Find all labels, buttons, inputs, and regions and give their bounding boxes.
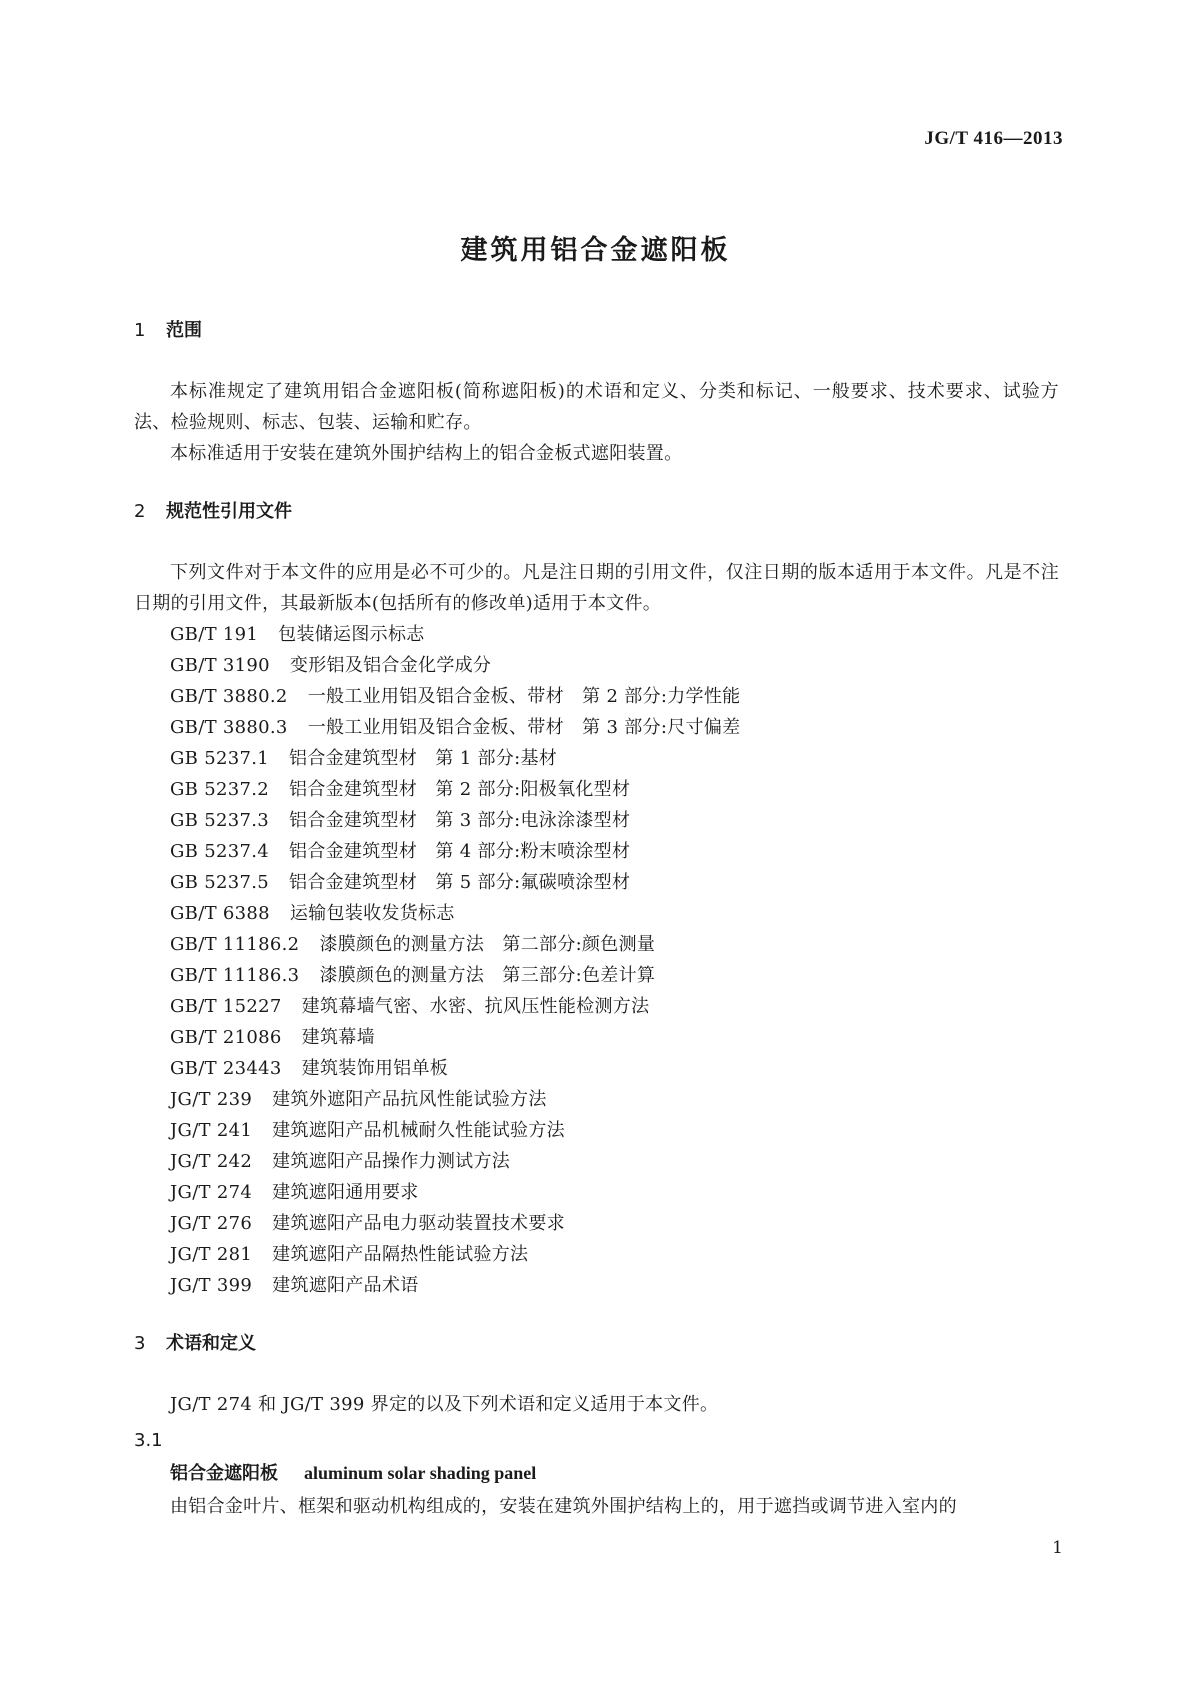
section-heading-references (134, 499, 1059, 525)
reference-title: 建筑外遮阳产品抗风性能试验方法 (272, 1089, 547, 1110)
reference-item (134, 1115, 1059, 1146)
reference-code: GB 5237.4 (170, 841, 270, 862)
reference-item (134, 929, 1059, 960)
reference-item (134, 867, 1059, 898)
references-intro: 下列文件对于本文件的应用是必不可少的。凡是注日期的引用文件，仅注日期的版本适用于本文件。凡是不注日期的引用文件，其最新版本(包括所有的修改单)适用于本文件。 (134, 562, 1059, 614)
page-number: 1 (1052, 1538, 1063, 1558)
clause-number: 3.1 (134, 1430, 163, 1451)
scope-paragraph-1: 本标准规定了建筑用铝合金遮阳板(简称遮阳板)的术语和定义、分类和标记、一般要求、技术要求、试验方法、检验规则、标志、包装、运输和贮存。 (134, 381, 1059, 433)
reference-code: JG/T 274 (170, 1182, 253, 1203)
reference-code: GB/T 3880.2 (170, 686, 288, 707)
reference-item (134, 991, 1059, 1022)
reference-item (134, 1146, 1059, 1177)
reference-item (134, 1177, 1059, 1208)
term-definition: 由铝合金叶片、框架和驱动机构组成的，安装在建筑外围护结构上的，用于遮挡或调节进入室内的 (170, 1496, 957, 1517)
reference-code: JG/T 399 (170, 1275, 253, 1296)
section-number: 2 (134, 501, 146, 522)
reference-title: 铝合金建筑型材 第 4 部分:粉末喷涂型材 (289, 841, 631, 862)
term-chinese: 铝合金遮阳板 (170, 1463, 278, 1484)
reference-code: GB/T 23443 (170, 1058, 282, 1079)
reference-title: 铝合金建筑型材 第 1 部分:基材 (289, 748, 558, 769)
reference-item (134, 619, 1059, 650)
reference-item (134, 774, 1059, 805)
reference-title: 漆膜颜色的测量方法 第二部分:颜色测量 (319, 934, 656, 955)
reference-item (134, 1022, 1059, 1053)
term-entry (134, 1456, 1059, 1491)
reference-code: GB 5237.3 (170, 810, 270, 831)
reference-title: 一般工业用铝及铝合金板、带材 第 3 部分:尺寸偏差 (307, 717, 741, 738)
reference-code: JG/T 242 (170, 1151, 253, 1172)
reference-code: GB/T 11186.2 (170, 934, 300, 955)
reference-item (134, 898, 1059, 929)
scope-paragraph-2: 本标准适用于安装在建筑外围护结构上的铝合金板式遮阳装置。 (170, 443, 683, 464)
reference-list (134, 619, 1059, 1301)
reference-title: 建筑幕墙气密、水密、抗风压性能检测方法 (301, 996, 650, 1017)
reference-item (134, 960, 1059, 991)
document-title: 建筑用铝合金遮阳板 (460, 235, 731, 266)
reference-item (134, 712, 1059, 743)
standard-code: JG/T 416—2013 (924, 128, 1063, 149)
reference-title: 包装储运图示标志 (278, 624, 425, 645)
reference-title: 建筑遮阳产品机械耐久性能试验方法 (272, 1120, 565, 1141)
reference-code: GB 5237.1 (170, 748, 270, 769)
reference-code: GB/T 3880.3 (170, 717, 288, 738)
reference-item (134, 1053, 1059, 1084)
reference-code: GB/T 11186.3 (170, 965, 300, 986)
reference-title: 铝合金建筑型材 第 3 部分:电泳涂漆型材 (289, 810, 631, 831)
reference-code: GB/T 15227 (170, 996, 282, 1017)
section-heading-scope (134, 318, 1059, 344)
document-body (134, 318, 1059, 1522)
reference-item (134, 836, 1059, 867)
section-heading-terms (134, 1331, 1059, 1357)
reference-title: 一般工业用铝及铝合金板、带材 第 2 部分:力学性能 (307, 686, 741, 707)
reference-item (134, 805, 1059, 836)
reference-title: 建筑遮阳通用要求 (272, 1182, 419, 1203)
reference-code: JG/T 276 (170, 1213, 253, 1234)
reference-code: GB 5237.2 (170, 779, 270, 800)
reference-item (134, 1270, 1059, 1301)
reference-title: 建筑遮阳产品隔热性能试验方法 (272, 1244, 529, 1265)
section-title: 术语和定义 (166, 1333, 256, 1354)
reference-title: 建筑遮阳产品电力驱动装置技术要求 (272, 1213, 565, 1234)
reference-code: JG/T 239 (170, 1089, 253, 1110)
section-number: 1 (134, 320, 146, 341)
reference-code: JG/T 241 (170, 1120, 253, 1141)
reference-item (134, 681, 1059, 712)
reference-code: JG/T 281 (170, 1244, 253, 1265)
reference-code: GB 5237.5 (170, 872, 270, 893)
reference-item (134, 1208, 1059, 1239)
section-title: 规范性引用文件 (166, 501, 292, 522)
terms-intro: JG/T 274 和 JG/T 399 界定的以及下列术语和定义适用于本文件。 (170, 1394, 719, 1415)
reference-item (134, 743, 1059, 774)
reference-title: 建筑幕墙 (301, 1027, 375, 1048)
reference-item (134, 1084, 1059, 1115)
reference-title: 建筑装饰用铝单板 (301, 1058, 449, 1079)
reference-code: GB/T 21086 (170, 1027, 282, 1048)
section-number: 3 (134, 1333, 146, 1354)
reference-item (134, 1239, 1059, 1270)
reference-title: 建筑遮阳产品术语 (272, 1275, 419, 1296)
reference-title: 铝合金建筑型材 第 5 部分:氟碳喷涂型材 (289, 872, 631, 893)
section-title: 范围 (166, 320, 202, 341)
reference-title: 漆膜颜色的测量方法 第三部分:色差计算 (319, 965, 656, 986)
reference-code: GB/T 191 (170, 624, 259, 645)
term-english: aluminum solar shading panel (304, 1463, 537, 1483)
reference-item (134, 650, 1059, 681)
reference-title: 建筑遮阳产品操作力测试方法 (272, 1151, 511, 1172)
reference-code: GB/T 6388 (170, 903, 270, 924)
reference-code: GB/T 3190 (170, 655, 270, 676)
reference-title: 运输包装收发货标志 (289, 903, 455, 924)
reference-title: 铝合金建筑型材 第 2 部分:阳极氧化型材 (289, 779, 631, 800)
reference-title: 变形铝及铝合金化学成分 (289, 655, 492, 676)
